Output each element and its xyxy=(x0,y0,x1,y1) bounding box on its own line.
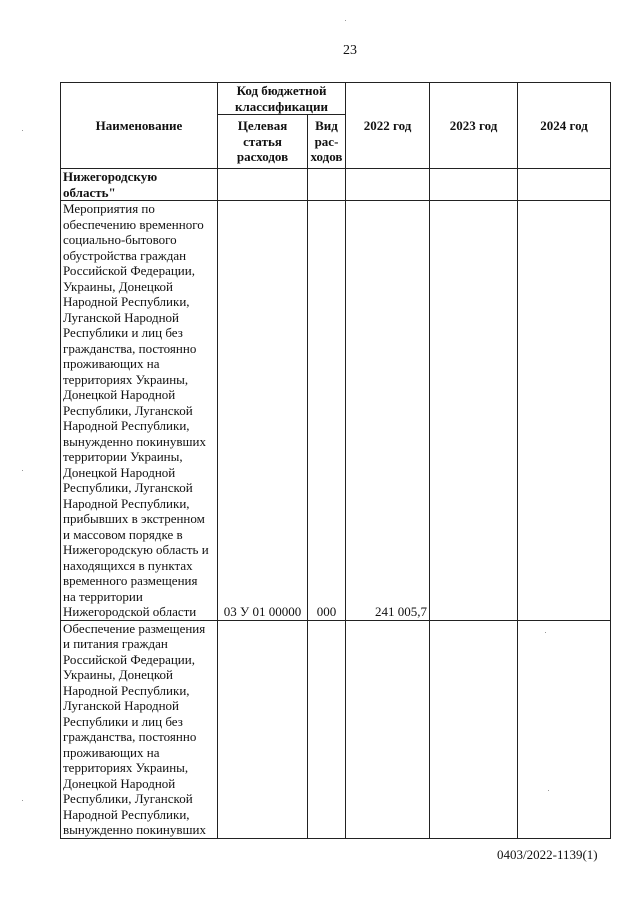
document-code: 0403/2022-1139(1) xyxy=(497,847,598,862)
scan-speck xyxy=(22,470,23,471)
header-year-2022: 2022 год xyxy=(346,83,430,169)
row-2024 xyxy=(518,201,611,621)
header-expense-type: Вид рас- ходов xyxy=(308,115,346,169)
row-2022 xyxy=(346,169,430,201)
table-header-row xyxy=(61,83,611,115)
row-name: Обеспечение размещения и питания граждан Российской Федерации, Украины, Донецкой Народной Республики, Луганской Народной Республики и лиц без гражданства, постоянно проживающих на территориях Украины, Донецкой Народной Республики, Луганской Народной Республики, вынужденно покинувших xyxy=(61,620,218,838)
budget-table xyxy=(60,82,611,839)
row-2022 xyxy=(346,620,430,838)
row-expense-type xyxy=(308,620,346,838)
row-expense-type xyxy=(308,169,346,201)
row-2023 xyxy=(430,620,518,838)
table-row xyxy=(61,201,611,621)
row-2023 xyxy=(430,169,518,201)
row-target-article: 03 У 01 00000 xyxy=(218,201,308,621)
header-name: Наименование xyxy=(61,83,218,169)
header-target-article: Целевая статья расходов xyxy=(218,115,308,169)
table-row xyxy=(61,620,611,838)
table-row xyxy=(61,169,611,201)
row-2022: 241 005,7 xyxy=(346,201,430,621)
scan-speck xyxy=(22,130,23,131)
row-expense-type: 000 xyxy=(308,201,346,621)
header-year-2023: 2023 год xyxy=(430,83,518,169)
row-target-article xyxy=(218,620,308,838)
header-code-group: Код бюджетной классификации xyxy=(218,83,346,115)
row-name: Нижегородскую область" xyxy=(61,169,218,201)
row-2023 xyxy=(430,201,518,621)
scan-speck xyxy=(345,20,346,21)
row-2024 xyxy=(518,620,611,838)
scan-speck xyxy=(545,632,546,633)
scan-speck xyxy=(22,800,23,801)
row-target-article xyxy=(218,169,308,201)
header-year-2024: 2024 год xyxy=(518,83,611,169)
row-name: Мероприятия по обеспечению временного социально-бытового обустройства граждан Российской Федерации, Украины, Донецкой Народной Республики, Луганской Народной Республики и лиц без гражданства, постоянно проживающих на территориях Украины, Донецкой Народной Республики, Луганской Народной Республики, вынужденно покинувших территории Украины, Донецкой Народной Республики, Луганской Народной Республики, прибывших в экстренном и массовом порядке в Нижегородскую область и находящихся в пунктах временного размещения на территории Нижегородской области xyxy=(61,201,218,621)
scan-speck xyxy=(548,790,549,791)
page-number: 23 xyxy=(343,43,357,58)
row-2024 xyxy=(518,169,611,201)
